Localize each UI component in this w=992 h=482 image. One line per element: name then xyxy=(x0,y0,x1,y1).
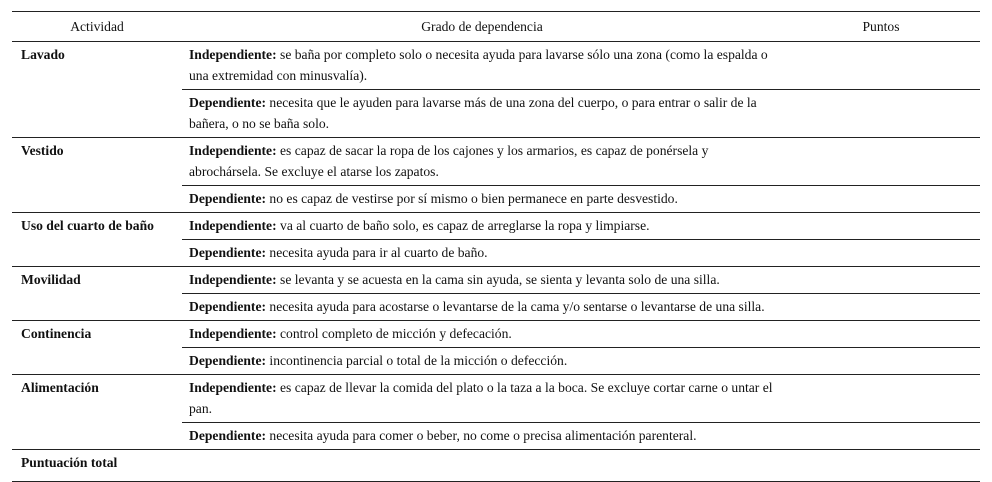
independent-text: se levanta y se acuesta en la cama sin ayuda, se sienta y levanta solo de una silla. xyxy=(276,272,720,287)
independent-label: Independiente: xyxy=(189,47,277,62)
dependent-label: Dependiente: xyxy=(189,95,267,110)
table-body xyxy=(12,42,980,450)
table-row xyxy=(12,213,980,240)
table-row xyxy=(12,42,980,90)
activity-name: Movilidad xyxy=(12,267,182,321)
activity-name: Continencia xyxy=(12,321,182,375)
points-cell xyxy=(782,348,980,375)
header-row xyxy=(12,12,980,42)
table-row xyxy=(12,375,980,423)
points-cell xyxy=(782,423,980,450)
dependent-label: Dependiente: xyxy=(189,245,267,260)
points-cell xyxy=(782,240,980,267)
independent-label: Independiente: xyxy=(189,218,277,233)
independent-text: control completo de micción y defecación. xyxy=(276,326,512,341)
dependent-description xyxy=(182,423,782,450)
independent-description xyxy=(182,375,782,423)
dependent-description xyxy=(182,348,782,375)
independent-description xyxy=(182,267,782,294)
independent-text: se baña por completo solo o necesita ayuda para lavarse sólo una zona (como la espalda o una extremidad con minusvalía). xyxy=(189,47,768,83)
independent-label: Independiente: xyxy=(189,380,277,395)
points-cell xyxy=(782,186,980,213)
points-cell xyxy=(782,375,980,423)
dependent-text: necesita ayuda para comer o beber, no come o precisa alimentación parenteral. xyxy=(266,428,697,443)
dependent-description xyxy=(182,240,782,267)
independent-label: Independiente: xyxy=(189,272,277,287)
activity-name: Lavado xyxy=(12,42,182,138)
dependent-description xyxy=(182,294,782,321)
dependent-text: necesita que le ayuden para lavarse más de una zona del cuerpo, o para entrar o salir de la bañera, o no se baña solo. xyxy=(189,95,757,131)
header-points: Puntos xyxy=(782,12,980,42)
independent-description xyxy=(182,213,782,240)
independent-text: es capaz de sacar la ropa de los cajones y los armarios, es capaz de ponérsela y abrochársela. Se excluye el atarse los zapatos. xyxy=(189,143,709,179)
table-row xyxy=(12,267,980,294)
points-cell xyxy=(782,321,980,348)
activity-name: Uso del cuarto de baño xyxy=(12,213,182,267)
table-row xyxy=(12,321,980,348)
points-cell xyxy=(782,138,980,186)
dependency-table xyxy=(12,11,980,482)
table-row xyxy=(12,138,980,186)
dependent-label: Dependiente: xyxy=(189,428,267,443)
independent-description xyxy=(182,42,782,90)
activity-name: Alimentación xyxy=(12,375,182,450)
points-cell xyxy=(782,42,980,90)
independent-description xyxy=(182,321,782,348)
dependent-text: incontinencia parcial o total de la micción o defección. xyxy=(266,353,568,368)
dependent-text: necesita ayuda para ir al cuarto de baño. xyxy=(266,245,488,260)
total-label: Puntuación total xyxy=(12,450,182,482)
points-cell xyxy=(782,213,980,240)
dependent-label: Dependiente: xyxy=(189,191,267,206)
header-degree: Grado de dependencia xyxy=(182,12,782,42)
independent-description xyxy=(182,138,782,186)
total-row xyxy=(12,450,980,482)
independent-text: es capaz de llevar la comida del plato o la taza a la boca. Se excluye cortar carne o untar el pan. xyxy=(189,380,773,416)
total-points-cell xyxy=(782,450,980,482)
dependent-description xyxy=(182,90,782,138)
points-cell xyxy=(782,267,980,294)
independent-label: Independiente: xyxy=(189,143,277,158)
dependent-text: necesita ayuda para acostarse o levantarse de la cama y/o sentarse o levantarse de una silla. xyxy=(266,299,765,314)
dependent-text: no es capaz de vestirse por sí mismo o bien permanece en parte desvestido. xyxy=(266,191,678,206)
header-activity: Actividad xyxy=(12,12,182,42)
dependent-description xyxy=(182,186,782,213)
dependent-label: Dependiente: xyxy=(189,299,267,314)
dependent-label: Dependiente: xyxy=(189,353,267,368)
points-cell xyxy=(782,90,980,138)
activity-name: Vestido xyxy=(12,138,182,213)
independent-text: va al cuarto de baño solo, es capaz de arreglarse la ropa y limpiarse. xyxy=(276,218,650,233)
points-cell xyxy=(782,294,980,321)
total-degree-cell xyxy=(182,450,782,482)
independent-label: Independiente: xyxy=(189,326,277,341)
